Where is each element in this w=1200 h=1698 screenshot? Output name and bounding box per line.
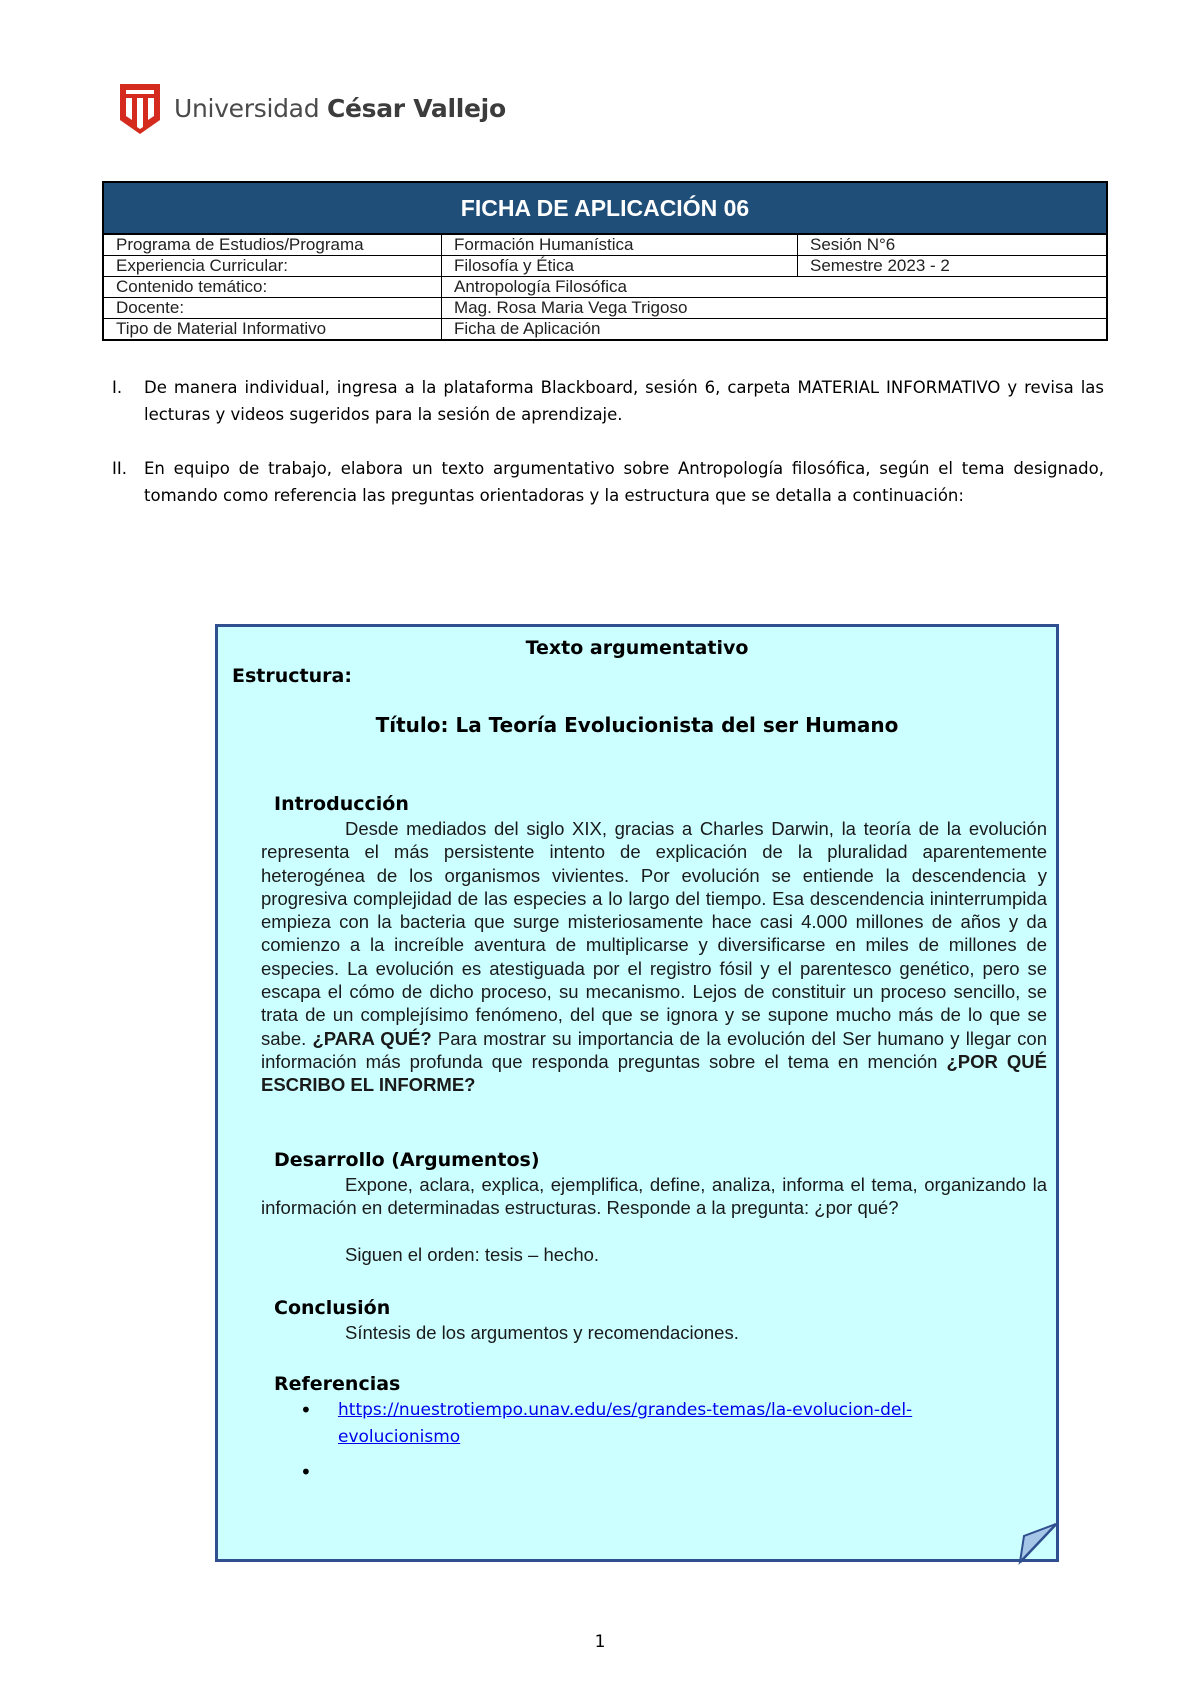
essay-title: Título: La Teoría Evolucionista del ser Humano: [375, 713, 899, 737]
row-label: Experiencia Curricular:: [104, 256, 442, 277]
references-list: [298, 1397, 998, 1486]
question-por-que: ¿POR QUÉ ESCRIBO EL INFORME?: [261, 1050, 1048, 1096]
bullet-icon: •: [300, 1460, 312, 1484]
page-number: 1: [594, 1632, 606, 1652]
table-row: [104, 256, 1106, 277]
table-row: [104, 235, 1106, 256]
row-label: Tipo de Material Informativo: [104, 319, 442, 340]
references-heading: Referencias: [274, 1373, 401, 1395]
conclusion-text: Síntesis de los argumentos y recomendaciones.: [345, 1322, 739, 1343]
bullet-icon: •: [300, 1398, 312, 1422]
row-label: Contenido temático:: [104, 277, 442, 298]
development-order-text: Siguen el orden: tesis – hecho.: [345, 1244, 600, 1265]
row-value: Antropología Filosófica: [442, 277, 1107, 298]
table-row: [104, 319, 1106, 340]
row-value: Mag. Rosa Maria Vega Trigoso: [442, 298, 1107, 319]
row-value: Filosofía y Ética: [442, 256, 798, 277]
box-title: Texto argumentativo: [525, 637, 749, 659]
university-name: Universidad César Vallejo: [174, 93, 506, 123]
intro-text-2: Para mostrar su importancia de la evolución del Ser humano y llegar con información más profunda que responda preguntas sobre el tema en mención: [261, 1027, 1047, 1072]
instruction-item: [112, 455, 1104, 509]
conclusion-heading: Conclusión: [274, 1297, 391, 1319]
ficha-title: FICHA DE APLICACIÓN 06: [104, 183, 1106, 235]
instruction-text: De manera individual, ingresa a la plataforma Blackboard, sesión 6, carpeta MATERIAL INFORMATIVO y revisa las lecturas y videos sugeridos para la sesión de aprendizaje.: [144, 378, 1104, 424]
row-value: Ficha de Aplicación: [442, 319, 1107, 340]
ficha-info-table: [104, 235, 1106, 339]
instruction-number: I.: [112, 378, 123, 397]
page-curl-icon: [1010, 1520, 1066, 1566]
intro-heading: Introducción: [274, 793, 409, 815]
instruction-text: En equipo de trabajo, elabora un texto argumentativo sobre Antropología filosófica, según el tema designado, tomando como referencia las preguntas orientadoras y la estructura que se detalla a continuación:: [144, 459, 1104, 505]
development-paragraph: [261, 1173, 1047, 1220]
intro-text: Desde mediados del siglo XIX, gracias a Charles Darwin, la teoría de la evolución representa el más persistente intento de explicación de la pluralidad aparentemente heterogénea de los organismos vivientes. Por evolución se entiende la descendencia y progresiva complejidad de las especies a lo largo del tiempo. Esa descendencia ininterrumpida empieza con la bacteria que surge misteriosamente hace casi 4.000 millones de años y da comienzo a la increíble aventura de multiplicarse y diversificarse en miles de millones de especies. La evolución es atestiguada por el registro fósil y el parentesco genético, pero se escapa el cómo de dicho proceso, su mecanismo. Lejos de constituir un proceso sencillo, se trata de un complejísimo fenómeno, del que se ignora y se supone mucho más de lo que se sabe.: [261, 818, 1047, 1049]
question-para-que: ¿PARA QUÉ?: [312, 1027, 432, 1049]
table-row: [104, 298, 1106, 319]
ficha-header-table: [102, 181, 1108, 341]
ucv-shield-icon: [118, 80, 162, 136]
row-extra: Sesión N°6: [798, 235, 1107, 256]
instruction-item: [112, 374, 1104, 428]
intro-paragraph: [261, 817, 1047, 1097]
table-row: [104, 277, 1106, 298]
conclusion-paragraph: [261, 1321, 1047, 1344]
reference-link[interactable]: https://nuestrotiempo.unav.edu/es/grandes-temas/la-evolucion-del-evolucionismo: [338, 1400, 913, 1447]
row-value: Formación Humanística: [442, 235, 798, 256]
row-extra: Semestre 2023 - 2: [798, 256, 1107, 277]
argumentative-text-box: [215, 624, 1059, 1562]
instruction-number: II.: [112, 459, 127, 478]
university-logo: [118, 80, 506, 136]
structure-label: Estructura:: [232, 665, 352, 687]
development-text: Expone, aclara, explica, ejemplifica, define, analiza, informa el tema, organizando la información en determinadas estructuras. Responde a la pregunta: ¿por qué?: [261, 1174, 1047, 1219]
development-heading: Desarrollo (Argumentos): [274, 1149, 540, 1171]
list-item: [298, 1459, 998, 1486]
row-label: Programa de Estudios/Programa: [104, 235, 442, 256]
list-item: [298, 1397, 998, 1451]
development-order: [261, 1243, 1047, 1266]
row-label: Docente:: [104, 298, 442, 319]
